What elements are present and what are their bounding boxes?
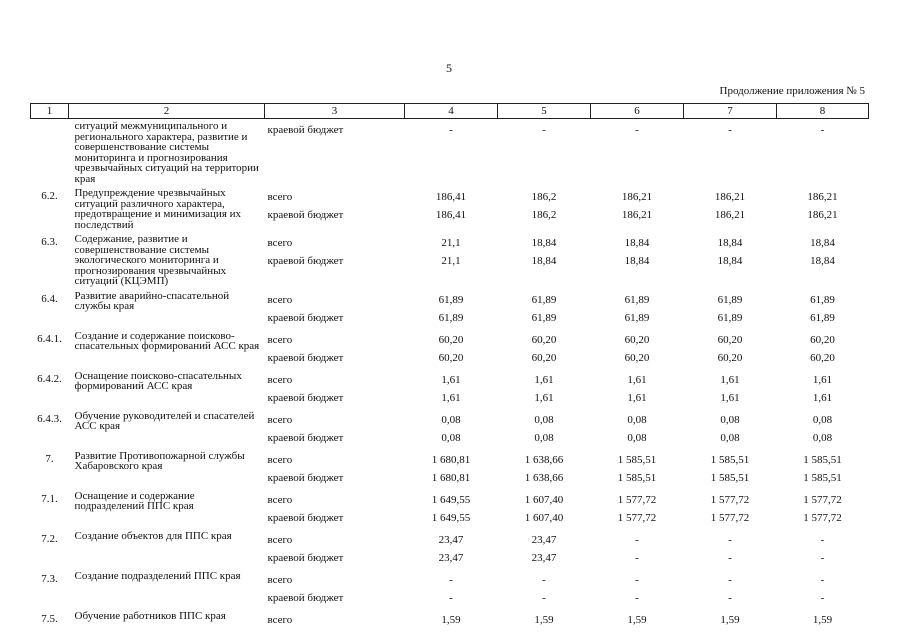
value-cell-col-5 [498,489,591,529]
row-number: 7.5. [41,612,58,625]
table-row [31,369,869,409]
amount-value: 61,89 [717,311,743,324]
row-number: 6.2. [41,190,58,202]
amount-value: 1,61 [627,391,647,404]
value-cell-col-4 [405,369,498,409]
value-cell-col-7 [684,232,777,289]
value-cell-col-7 [684,119,777,187]
amount-value: 1 680,81 [431,453,471,466]
amount-value: - [542,124,546,136]
value-cell-col-7 [684,609,777,631]
value-cell-col-7 [684,569,777,609]
amount-value: 1,61 [534,373,554,386]
amount-value: 60,20 [624,351,650,364]
amount-value: - [820,573,825,586]
amount-value: - [449,573,453,586]
value-cell-col-5 [498,449,591,489]
funding-source-cell [265,489,405,529]
amount-value: 1,59 [812,613,833,626]
amount-value: 0,08 [720,413,740,426]
amount-value: 1 577,72 [710,511,750,524]
row-number: 7.1. [41,492,58,505]
amount-value: - [820,124,825,136]
amount-value: - [820,533,825,546]
budget-table [30,103,869,631]
value-cell-col-7 [684,409,777,449]
funding-source-cell [265,449,405,489]
amount-value: 0,08 [812,431,833,444]
value-cell-col-8 [777,449,869,489]
funding-source: краевой бюджет [267,391,344,404]
amount-value: 0,08 [627,413,647,426]
amount-value: 186,41 [435,191,467,203]
activity-name: Оснащение и содержание подразделений ППС края [74,489,195,512]
amount-value: - [728,533,732,546]
amount-value: 23,47 [438,533,464,546]
value-cell-col-7 [684,289,777,329]
amount-value: - [728,124,732,136]
funding-source: всего [267,533,293,546]
value-cell-col-8 [777,409,869,449]
value-cell-col-8 [777,569,869,609]
activity-name: Обучение работников ППС края [74,609,226,622]
activity-name: Создание подразделений ППС края [74,569,241,582]
amount-value: 1 577,72 [617,511,657,524]
value-cell-col-5 [498,329,591,369]
amount-value: 1 607,40 [524,493,564,506]
funding-source-cell [265,186,405,232]
amount-value: 0,08 [812,413,833,426]
amount-value: - [635,124,639,136]
amount-value: 1,61 [812,391,833,404]
amount-value: 21,1 [441,255,461,267]
amount-value: 1,61 [441,373,461,386]
value-cell-col-7 [684,186,777,232]
activity-name: Развитие Противопожарной службы Хабаровского края [74,449,245,472]
amount-value: 0,08 [720,431,740,444]
row-number: 6.4.1. [37,332,62,345]
funding-source: всего [267,373,293,386]
amount-value: - [449,591,453,604]
column-header-8: 8 [777,104,869,119]
value-cell-col-5 [498,529,591,569]
value-cell-col-6 [591,232,684,289]
column-header-6: 6 [591,104,684,119]
amount-value: - [820,551,825,564]
value-cell-col-4 [405,569,498,609]
amount-value: 1 577,72 [617,493,657,506]
amount-value: 18,84 [531,237,557,249]
amount-value: 1,61 [441,391,461,404]
value-cell-col-6 [591,449,684,489]
amount-value: 1 585,51 [617,453,657,466]
row-number: 6.4.3. [37,412,62,425]
table-row [31,119,869,187]
funding-source: краевой бюджет [267,511,344,524]
value-cell-col-6 [591,186,684,232]
amount-value: - [449,124,453,136]
funding-source: всего [267,453,293,466]
amount-value: 61,89 [531,311,557,324]
amount-value: 1 585,51 [617,471,657,484]
value-cell-col-5 [498,119,591,187]
column-header-2: 2 [69,104,265,119]
column-header-7: 7 [684,104,777,119]
amount-value: 1 585,51 [803,471,842,484]
funding-source-cell [265,609,405,631]
value-cell-col-5 [498,569,591,609]
amount-value: 1 680,81 [431,471,471,484]
funding-source-cell [265,119,405,187]
amount-value: 1 607,40 [524,511,564,524]
amount-value: 1,61 [534,391,554,404]
page-number: 5 [446,61,452,75]
value-cell-col-5 [498,369,591,409]
amount-value: 60,20 [531,333,557,346]
amount-value: 61,89 [438,311,464,324]
value-cell-col-7 [684,489,777,529]
value-cell-col-6 [591,569,684,609]
amount-value: 60,20 [531,351,557,364]
row-number: 6.4. [41,292,58,305]
amount-value: 1 649,55 [431,511,471,524]
activity-name: Создание и содержание поисково-спасательных формирований АСС края [74,329,260,352]
funding-source-cell [265,369,405,409]
amount-value: 1,59 [534,613,554,626]
amount-value: 60,20 [810,351,835,364]
amount-value: 21,1 [441,237,461,249]
value-cell-col-4 [405,186,498,232]
amount-value: 1,61 [720,373,740,386]
amount-value: 60,20 [624,333,650,346]
amount-value: 60,20 [438,351,464,364]
funding-source: краевой бюджет [267,311,344,324]
value-cell-col-5 [498,609,591,631]
amount-value: 186,21 [807,191,838,203]
amount-value: 18,84 [717,255,743,267]
amount-value: 1,61 [627,373,647,386]
activity-name: Содержание, развитие и совершенствование системы экологического мониторинга и прогнозирования чрезвычайных ситуаций (КЦЭМП) [74,233,227,287]
value-cell-col-8 [777,232,869,289]
amount-value: 1,59 [627,613,647,626]
value-cell-col-8 [777,489,869,529]
amount-value: 186,21 [714,191,746,203]
value-cell-col-4 [405,529,498,569]
amount-value: 60,20 [438,333,464,346]
amount-value: 186,21 [714,209,746,221]
amount-value: 61,89 [810,311,835,324]
amount-value: - [728,573,732,586]
value-cell-col-7 [684,369,777,409]
funding-source: всего [267,413,293,426]
value-cell-col-6 [591,329,684,369]
activity-name: Предупреждение чрезвычайных ситуаций различного характера, предотвращение и минимизация их последствий [74,187,242,231]
amount-value: 0,08 [534,431,554,444]
row-number: 7. [45,452,54,465]
amount-value: 1 585,51 [803,453,842,466]
amount-value: 186,21 [807,209,838,221]
table-row [31,232,869,289]
value-cell-col-8 [777,289,869,329]
row-number: 6.4.2. [37,372,62,385]
value-cell-col-5 [498,289,591,329]
funding-source: всего [267,191,293,203]
row-number: 6.3. [41,236,58,248]
funding-source: всего [267,613,293,626]
amount-value: 18,84 [810,255,835,267]
value-cell-col-6 [591,529,684,569]
funding-source: краевой бюджет [267,431,344,444]
value-cell-col-6 [591,119,684,187]
value-cell-col-8 [777,329,869,369]
amount-value: - [728,551,732,564]
amount-value: - [635,551,639,564]
row-number [31,119,69,187]
funding-source-cell [265,569,405,609]
amount-value: - [542,591,546,604]
value-cell-col-4 [405,489,498,529]
value-cell-col-4 [405,232,498,289]
amount-value: 186,41 [435,209,467,221]
table-body [31,119,869,631]
amount-value: 1,61 [812,373,833,386]
activity-name: Развитие аварийно-спасательной службы края [74,289,230,312]
activity-name: Обучение руководителей и спасателей АСС края [74,409,255,432]
table-row [31,409,869,449]
value-cell-col-7 [684,449,777,489]
amount-value: 1 585,51 [710,471,750,484]
amount-value: 23,47 [531,551,557,564]
header-row [31,104,869,119]
funding-source-cell [265,529,405,569]
value-cell-col-7 [684,529,777,569]
amount-value: - [635,533,639,546]
table-row [31,329,869,369]
value-cell-col-4 [405,289,498,329]
amount-value: 1 577,72 [803,493,842,506]
table-row [31,569,869,609]
amount-value: 1 577,72 [710,493,750,506]
funding-source: краевой бюджет [267,209,344,221]
amount-value: 1 638,66 [524,471,564,484]
value-cell-col-8 [777,369,869,409]
amount-value: 1 577,72 [803,511,842,524]
table-row [31,529,869,569]
table-row [31,489,869,529]
amount-value: 1,59 [441,613,461,626]
value-cell-col-5 [498,186,591,232]
value-cell-col-4 [405,329,498,369]
funding-source: всего [267,333,293,346]
amount-value: 18,84 [810,237,835,249]
amount-value: 1 585,51 [710,453,750,466]
amount-value: 61,89 [624,293,650,306]
amount-value: 61,89 [810,293,835,306]
funding-source: краевой бюджет [267,255,344,267]
activity-name: Оснащение поисково-спасательных формирований АСС края [74,369,242,392]
funding-source: краевой бюджет [267,124,344,136]
value-cell-col-4 [405,449,498,489]
amount-value: 60,20 [717,333,743,346]
value-cell-col-8 [777,609,869,631]
amount-value: 0,08 [441,431,461,444]
value-cell-col-4 [405,409,498,449]
amount-value: - [635,573,639,586]
activity-name: Создание объектов для ППС края [74,529,232,542]
amount-value: 61,89 [624,311,650,324]
amount-value: 61,89 [531,293,557,306]
column-header-4: 4 [405,104,498,119]
value-cell-col-4 [405,119,498,187]
row-number: 7.3. [41,572,58,585]
amount-value: - [635,591,639,604]
amount-value: 186,21 [621,191,653,203]
amount-value: 0,08 [534,413,554,426]
column-header-5: 5 [498,104,591,119]
value-cell-col-4 [405,609,498,631]
amount-value: 1,59 [720,613,740,626]
amount-value: 23,47 [531,533,557,546]
amount-value: 61,89 [717,293,743,306]
table-row [31,449,869,489]
amount-value: 1 638,66 [524,453,564,466]
value-cell-col-6 [591,489,684,529]
funding-source-cell [265,409,405,449]
value-cell-col-5 [498,232,591,289]
funding-source: краевой бюджет [267,551,344,564]
amount-value: - [820,591,825,604]
amount-value: 1 649,55 [431,493,471,506]
amount-value: 18,84 [624,255,650,267]
value-cell-col-6 [591,369,684,409]
amount-value: 18,84 [717,237,743,249]
column-header-3: 3 [265,104,405,119]
amount-value: 60,20 [810,333,835,346]
funding-source-cell [265,329,405,369]
value-cell-col-8 [777,529,869,569]
table-row [31,609,869,631]
amount-value: 23,47 [438,551,464,564]
value-cell-col-6 [591,289,684,329]
value-cell-col-7 [684,329,777,369]
table-row [31,186,869,232]
funding-source: всего [267,293,293,306]
value-cell-col-5 [498,409,591,449]
funding-source-cell [265,289,405,329]
value-cell-col-8 [777,186,869,232]
appendix-note: Продолжение приложения № 5 [719,85,865,97]
amount-value: 1,61 [720,391,740,404]
funding-source: краевой бюджет [267,351,344,364]
funding-source: всего [267,237,293,249]
funding-source: краевой бюджет [267,591,344,604]
amount-value: - [728,591,732,604]
funding-source: краевой бюджет [267,471,344,484]
activity-name: ситуаций межмуниципального и регионального характера, развитие и совершенствование системы мониторинга и прогнозирования чрезвычайных ситуаций на территории края [74,120,259,185]
funding-source: всего [267,493,293,506]
amount-value: 60,20 [717,351,743,364]
funding-source: всего [267,573,293,586]
amount-value: 18,84 [624,237,650,249]
amount-value: 0,08 [441,413,461,426]
column-header-1: 1 [31,104,69,119]
amount-value: 186,21 [621,209,653,221]
amount-value: 186,2 [531,209,557,221]
row-number: 7.2. [41,532,58,545]
value-cell-col-6 [591,409,684,449]
value-cell-col-6 [591,609,684,631]
amount-value: 18,84 [531,255,557,267]
table-row [31,289,869,329]
value-cell-col-8 [777,119,869,187]
funding-source-cell [265,232,405,289]
amount-value: 0,08 [627,431,647,444]
amount-value: - [542,573,546,586]
amount-value: 186,2 [531,191,557,203]
amount-value: 61,89 [438,293,464,306]
